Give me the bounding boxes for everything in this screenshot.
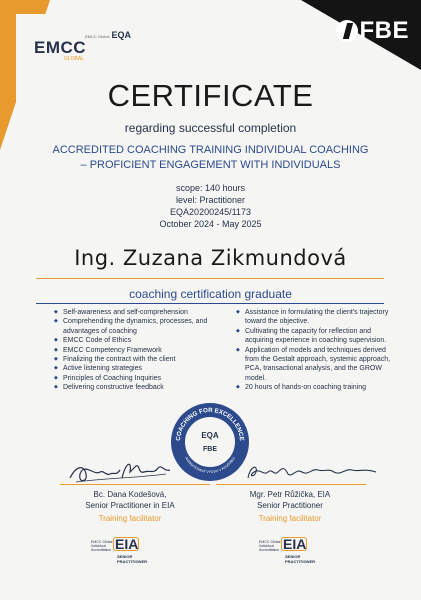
list-item: ◆ Application of models and techniques derived from the Gestalt approach, systemic approach, PCA, transactional analysis, and the GROW model. [236,346,391,384]
topics-right-list [236,308,391,393]
signatory-right [210,490,370,511]
level-text: level: Practitioner [175,195,246,205]
eia-badge: EMCC Global Individual Accreditation EIA SENIOR PRACTITIONER [259,536,315,564]
signatory-title: Senior Practitioner in EIA [85,500,175,510]
certificate-title: CERTIFICATE [107,78,314,113]
signatory-role: Training facilitator [98,514,162,523]
signature-line [60,484,210,485]
signatory-name: Mgr. Petr Růžička, EIA [249,490,331,499]
eqa-logo: EMCC Global EQA [85,30,131,40]
program-meta [0,182,421,230]
name-underline [36,278,384,279]
accreditation-code: EQA20200245/1173 [170,207,251,217]
fbe-mark-icon [336,20,358,42]
fbe-logo: FBE [336,17,410,45]
accreditation-seal: COACHING FOR EXCELLENCE AKREDITOVANÝ VÝCVIK V KOUČINKU EQA FBE [171,403,249,481]
signature-line [216,484,366,485]
divider [36,303,384,304]
scope-text: scope: 140 hours [175,183,246,193]
eia-badge: EMCC Global Individual Accreditation EIA SENIOR PRACTITIONER [91,536,147,564]
recipient-name: Ing. Zuzana Zikmundová [74,246,347,270]
list-item: ◆ Finalizing the contract with the client [54,355,212,364]
period-text: October 2024 - May 2025 [159,219,262,229]
svg-text:COACHING FOR EXCELLENCE: COACHING FOR EXCELLENCE [174,406,246,442]
graduate-label: coaching certification graduate [129,287,292,301]
svg-text:AKREDITOVANÝ VÝCVIK V KOUČINKU: AKREDITOVANÝ VÝCVIK V KOUČINKU [184,456,236,475]
list-item: ◆ Principles of Coaching Inquiries [54,374,212,383]
list-item: ◆ EMCC Competency Framework [54,346,212,355]
topics-left-list [54,308,212,393]
signature-petr-ruzicka [242,458,382,486]
signatory-name: Bc. Dana Kodešová, [93,490,167,499]
list-item: ◆ Comprehending the dynamics, processes, and advantages of coaching [54,317,212,336]
list-item: ◆ Cultivating the capacity for reflection and acquiring experience in coaching supervision. [236,327,391,346]
signature-dana-kodesova [66,452,176,488]
list-item: ◆ Assistance in formulating the client's trajectory toward the objective. [236,308,391,327]
certificate-subtitle: regarding successful completion [124,121,297,135]
signatory-left [50,490,210,511]
emcc-logo: EMCC GLOBAL [34,38,87,62]
list-item: ◆ EMCC Code of Ethics [54,336,212,345]
list-item: ◆ 20 hours of hands-on coaching training [236,383,391,392]
list-item: ◆ Self-awareness and self-comprehension [54,308,212,317]
list-item: ◆ Active listening strategies [54,364,212,373]
signatory-title: Senior Practitioner [257,500,323,510]
signatory-role: Training facilitator [258,514,322,523]
list-item: ◆ Delivering constructive feedback [54,383,212,392]
program-name: ACCREDITED COACHING TRAINING INDIVIDUAL COACHING – PROFICIENT ENGAGEMENT WITH INDIVIDUALS [52,144,369,171]
